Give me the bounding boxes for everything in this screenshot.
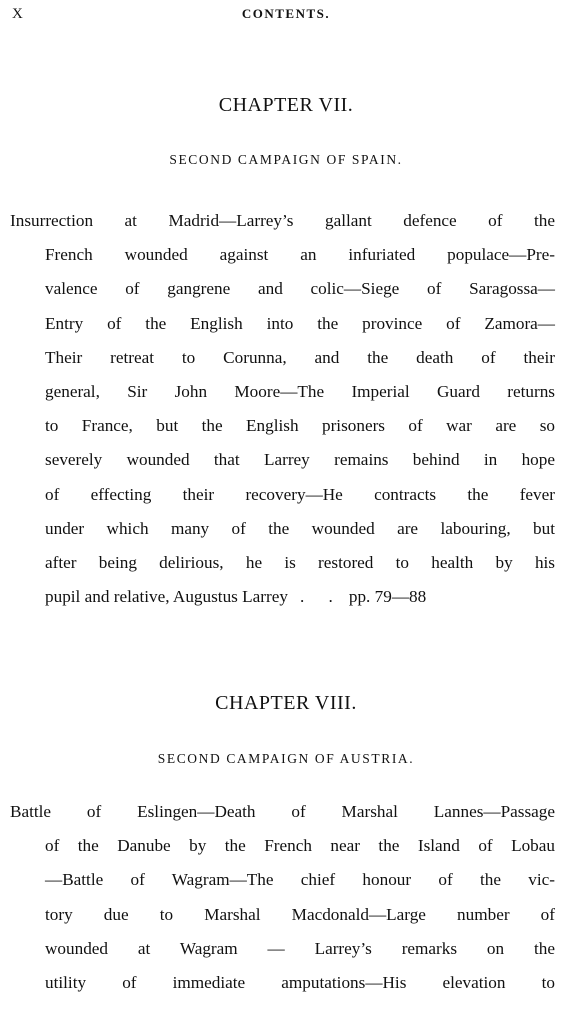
chapter-summary-viii [10,795,555,1000]
summary-line: tory due to Marshal Macdonald—Large number of [45,904,555,924]
chapter-heading-viii [0,692,572,715]
summary-line: Their retreat to Corunna, and the death of their [45,347,555,367]
summary-line: after being delirious, he is restored to health by his [45,552,555,572]
summary-line: Battle of Eslingen—Death of Marshal Lannes—Passage [10,802,555,821]
chapter-title: CHAPTER VIII. [215,692,357,714]
chapter-subheading-vii [0,152,572,168]
chapter-heading-vii [0,94,572,117]
running-head [12,6,560,26]
summary-line: to France, but the English prisoners of war are so [45,416,555,436]
summary-line: pupil and relative, Augustus Larrey [45,587,288,607]
running-title: CONTENTS. [241,6,331,21]
chapter-subtitle: SECOND CAMPAIGN OF AUSTRIA. [157,751,415,766]
summary-line: wounded at Wagram — Larrey’s remarks on the [45,938,555,958]
summary-line: utility of immediate amputations—His elevation to [45,972,555,992]
dot-leader: . . [299,587,343,607]
summary-line: Entry of the English into the province of Zamora— [45,313,555,333]
summary-line-with-page-ref [10,580,555,614]
summary-line: general, Sir John Moore—The Imperial Guard returns [45,381,555,401]
summary-line: under which many of the wounded are labouring, but [45,518,555,538]
page-number: X [12,6,24,22]
summary-line: of effecting their recovery—He contracts the fever [45,484,555,504]
summary-line: valence of gangrene and colic—Siege of Saragossa— [45,279,555,299]
summary-line: severely wounded that Larrey remains behind in hope [45,450,555,470]
page-range: pp. 79—88 [348,587,427,607]
summary-line: Insurrection at Madrid—Larrey’s gallant defence of the [10,211,555,230]
chapter-subtitle: SECOND CAMPAIGN OF SPAIN. [169,152,403,167]
summary-line: French wounded against an infuriated populace—Pre- [45,245,555,265]
chapter-subheading-viii [0,751,572,767]
summary-line: of the Danube by the French near the Island of Lobau [45,836,555,856]
chapter-summary-vii [10,204,555,614]
chapter-title: CHAPTER VII. [218,94,354,116]
summary-line: —Battle of Wagram—The chief honour of the vic- [45,870,555,890]
